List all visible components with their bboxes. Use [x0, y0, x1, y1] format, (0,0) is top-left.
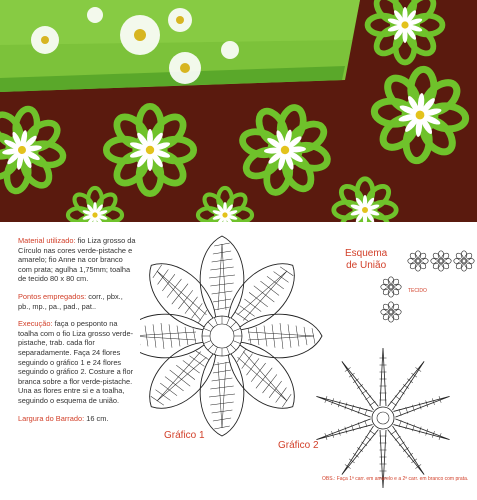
chart-ray — [315, 418, 372, 443]
crochet-charts — [140, 224, 477, 500]
chart-petal — [140, 333, 225, 422]
crochet-flower — [368, 0, 443, 62]
grafico-1-label: Gráfico 1 — [164, 430, 205, 441]
instructions — [18, 236, 136, 431]
chart-ray — [315, 393, 372, 418]
crochet-flower — [0, 102, 70, 198]
crochet-photo — [0, 0, 477, 222]
chart-petal — [200, 236, 244, 318]
crochet-photo-illustration — [0, 0, 477, 222]
grafico-2-label: Gráfico 2 — [278, 440, 319, 451]
chart-petal — [200, 354, 244, 436]
crochet-flower — [68, 188, 122, 222]
scheme-flower — [431, 251, 451, 271]
points-text: corr., pbx., pb., mp., pa., pad., pat.. — [18, 291, 123, 311]
scheme-flower — [454, 251, 474, 271]
grafico-2-chart — [315, 348, 450, 488]
scheme-flower — [381, 277, 401, 297]
scheme-flower — [408, 251, 428, 271]
chart-petal — [140, 314, 204, 358]
width-label: Largura do Barrado: — [18, 413, 85, 423]
execution-text: faça o pesponto na toalha com o fio Liza grosso verde-pistache, trab. cada flor separadamente. Faça 24 flores seguindo o gráfico 1 e 24 flores seguindo o gráfico 2. Costure a flor branca sobre a flor verde-pistache. Una as flores entre si e a toalha, seguindo o esquema de união. — [18, 319, 134, 405]
grafico-1-chart — [140, 236, 322, 436]
chart-ray — [380, 348, 387, 406]
esquema-de-uniao-chart — [381, 251, 474, 322]
esquema-line-2: de União — [346, 260, 387, 271]
chart-ray — [387, 426, 427, 477]
crochet-flower — [370, 65, 469, 164]
execution-label: Execução: — [18, 319, 53, 329]
esquema-line-1: Esquema — [345, 248, 388, 259]
tecido-label: TECIDO — [408, 288, 427, 294]
execution-section — [18, 319, 136, 405]
diagram-area — [140, 224, 477, 500]
points-label: Pontos empregados: — [18, 291, 87, 301]
crochet-flower — [334, 179, 396, 222]
chart-ray — [339, 426, 379, 477]
material-label: Material utilizado: — [18, 236, 76, 245]
material-text: fio Liza grosso da Círculo nas cores verde-pistache e amarelo; fio Anne na cor branco com prata; agulha 1,75mm; toalha de tecido 80 x 80 cm. — [18, 236, 136, 284]
chart-ray — [387, 359, 427, 410]
obs-note: OBS.: Faça 1ª carr. em amarelo e a 2ª carr. em branco com prata. — [322, 476, 469, 482]
chart-ray — [339, 359, 379, 410]
crochet-flower — [232, 97, 339, 204]
esquema-title — [345, 248, 387, 272]
width-section — [18, 414, 136, 424]
material-section — [18, 236, 136, 284]
chart-petal — [240, 314, 322, 358]
crochet-flower — [106, 106, 193, 193]
chart-petal — [140, 250, 225, 339]
scheme-flower — [381, 302, 401, 322]
points-section — [18, 292, 136, 311]
crochet-flower — [198, 188, 252, 222]
chart-ray — [393, 393, 450, 418]
chart-ray — [393, 418, 450, 443]
width-text: 16 cm. — [86, 413, 109, 423]
